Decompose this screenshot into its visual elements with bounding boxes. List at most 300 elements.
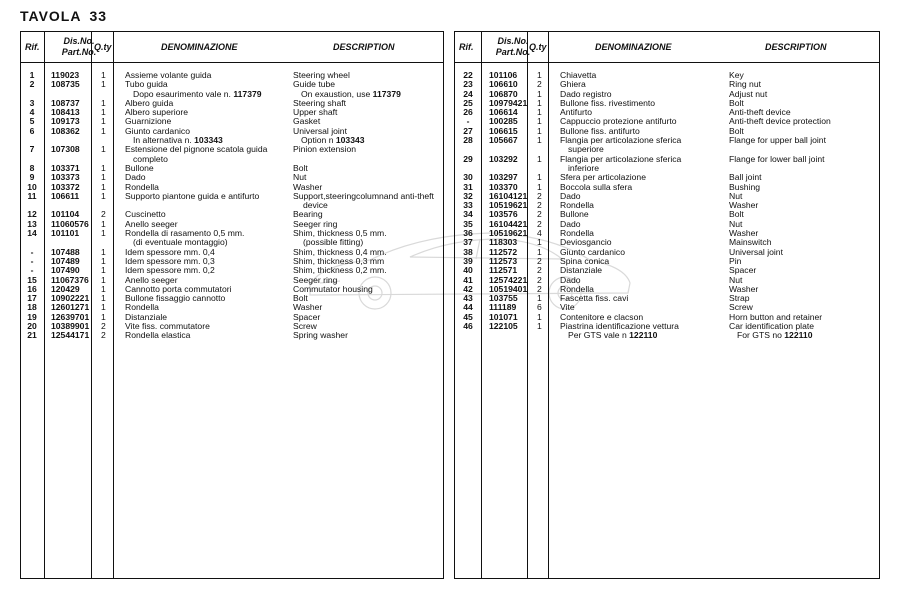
row-part-no: 112571 <box>489 265 518 276</box>
row-denominazione: (di eventuale montaggio) <box>133 237 228 248</box>
row-qty: 1 <box>101 172 106 183</box>
row-part-no: 10902221 <box>51 293 90 304</box>
row-part-no: 107490 <box>51 265 80 276</box>
row-rif: 15 <box>27 274 37 285</box>
row-rif: 13 <box>27 218 37 229</box>
row-qty: 1 <box>537 172 542 183</box>
row-denominazione: Flangia per articolazione sferica <box>560 153 682 164</box>
header-denominazione: DENOMINAZIONE <box>595 42 672 52</box>
row-description: Screw <box>729 302 753 313</box>
row-denominazione: Antifurto <box>560 107 593 118</box>
row-rif: 32 <box>463 190 473 201</box>
row-part-no: 106610 <box>489 79 518 90</box>
row-qty: 1 <box>101 283 106 294</box>
row-rif: 18 <box>27 302 37 313</box>
row-part-no: 16104121 <box>489 190 528 201</box>
table-row <box>21 155 443 164</box>
table-row <box>455 285 879 294</box>
row-rif: 43 <box>463 293 473 304</box>
row-description: Bolt <box>729 209 744 220</box>
row-denominazione: Cappuccio protezione antifurto <box>560 116 677 127</box>
row-description: Car identification plate <box>729 321 815 332</box>
row-denominazione: Contenitore e clacson <box>560 311 644 322</box>
row-denominazione: Bullone <box>560 209 589 220</box>
row-qty: 2 <box>537 255 542 266</box>
row-denominazione: Per GTS vale n 122110 <box>568 330 658 341</box>
row-denominazione: Rondella elastica <box>125 330 191 341</box>
row-part-no: 101104 <box>51 209 80 220</box>
row-rif: 1 <box>29 70 35 80</box>
row-qty: 1 <box>101 255 106 266</box>
table-header <box>21 32 443 63</box>
row-rif: 24 <box>463 88 473 99</box>
left-parts-table <box>20 31 444 579</box>
row-description-part-ref: 122110 <box>784 330 813 341</box>
row-description: Washer <box>293 181 323 192</box>
row-denominazione: Estensione del pignone scatola guida <box>125 144 268 155</box>
row-rif: 37 <box>463 237 473 248</box>
row-denominazione: Cuscinetto <box>125 209 166 220</box>
table-row <box>21 276 443 285</box>
table-row <box>21 127 443 136</box>
row-description: On exaustion, use 117379 <box>301 88 401 99</box>
row-part-no: 10389901 <box>51 321 90 332</box>
row-description: Bolt <box>729 97 744 108</box>
header-part-no: Part.No. <box>61 47 97 57</box>
row-description: Bearing <box>293 209 323 220</box>
row-description: Pinion extension <box>293 144 357 155</box>
row-part-no: 112572 <box>489 246 518 257</box>
table-row <box>21 90 443 99</box>
row-description: Screw <box>293 321 317 332</box>
row-qty: 1 <box>537 153 542 164</box>
row-rif: 16 <box>27 283 37 294</box>
row-part-no: 11060576 <box>51 218 89 229</box>
row-part-no: 112573 <box>489 255 518 266</box>
row-rif: 38 <box>463 246 473 257</box>
row-part-no: 107308 <box>51 144 80 155</box>
row-rif: 42 <box>463 283 473 294</box>
row-part-no: 101101 <box>51 228 80 239</box>
row-qty: 2 <box>537 79 542 90</box>
table-row <box>21 201 443 210</box>
row-denominazione: Assieme volante guida <box>125 70 212 80</box>
row-qty: 2 <box>537 283 542 294</box>
row-denominazione: Anello seeger <box>125 218 178 229</box>
row-part-no: 108362 <box>51 125 80 136</box>
row-denominazione: Dopo esaurimento vale n. 117379 <box>133 88 262 99</box>
row-description: Spring washer <box>293 330 348 341</box>
row-description: Universal joint <box>729 246 783 257</box>
row-rif: 41 <box>463 274 473 285</box>
row-part-no: 109173 <box>51 116 80 127</box>
row-qty: 1 <box>537 97 542 108</box>
row-denominazione: Bullone fissaggio cannotto <box>125 293 226 304</box>
row-denominazione: completo <box>133 153 168 164</box>
table-row <box>455 248 879 257</box>
row-rif: 39 <box>463 255 473 266</box>
row-part-no: 103576 <box>489 209 518 220</box>
table-row <box>455 164 879 173</box>
row-description: Washer <box>293 302 323 313</box>
row-rif: 10 <box>27 181 37 192</box>
row-qty: 1 <box>537 88 542 99</box>
row-part-no: 108737 <box>51 97 80 108</box>
row-denominazione: Rondella di rasamento 0,5 mm. <box>125 228 245 239</box>
row-part-no: 101106 <box>489 70 518 80</box>
row-denominazione: Bullone fiss. rivestimento <box>560 97 656 108</box>
page-label: TAVOLA <box>20 8 82 24</box>
row-rif: 33 <box>463 200 473 211</box>
row-rif: 6 <box>29 125 35 136</box>
table-row <box>455 322 879 331</box>
row-description: Steering shaft <box>293 97 347 108</box>
table-row <box>21 71 443 80</box>
row-description: Bolt <box>293 293 308 304</box>
row-part-no: 103292 <box>489 153 518 164</box>
row-description: Gasket <box>293 116 321 127</box>
table-header <box>455 32 879 63</box>
row-denominazione: Bullone <box>125 162 154 173</box>
row-rif: 9 <box>29 172 35 183</box>
row-description: Seeger ring <box>293 274 338 285</box>
row-qty: 1 <box>537 125 542 136</box>
row-rif: 25 <box>463 97 473 108</box>
row-qty: 1 <box>101 246 106 257</box>
table-row <box>455 71 879 80</box>
row-rif: 8 <box>29 162 35 173</box>
row-part-no: 10519401 <box>489 283 528 294</box>
row-denominazione: Dado <box>560 218 581 229</box>
page-number: 33 <box>89 8 108 24</box>
row-description: Horn button and retainer <box>729 311 823 322</box>
table-row <box>455 99 879 108</box>
row-rif: - <box>30 255 34 266</box>
row-qty: 2 <box>537 190 542 201</box>
row-rif: 20 <box>27 321 37 332</box>
row-qty: 1 <box>537 321 542 332</box>
right-rows <box>455 71 879 341</box>
row-part-no: 12574221 <box>489 274 528 285</box>
row-denominazione: Guarnizione <box>125 116 172 127</box>
header-dis-no: Dis.No. <box>63 36 95 46</box>
row-qty: 1 <box>537 246 542 257</box>
row-denominazione: Albero guida <box>125 97 174 108</box>
table-row <box>455 117 879 126</box>
header-dis-no: Dis.No. <box>497 36 529 46</box>
row-description: Flange for lower ball joint <box>729 153 825 164</box>
row-description: device <box>303 200 328 211</box>
row-denominazione: Fascetta fiss. cavi <box>560 293 629 304</box>
table-row <box>21 99 443 108</box>
row-qty: 1 <box>537 293 542 304</box>
row-denominazione: inferiore <box>568 162 600 173</box>
row-denominazione: Tubo guida <box>125 79 168 90</box>
row-denominazione: Ghiera <box>560 79 586 90</box>
row-denominazione: Dado <box>125 172 146 183</box>
row-qty: 2 <box>537 200 542 211</box>
row-rif: 14 <box>27 228 37 239</box>
table-row <box>21 173 443 182</box>
row-part-no: 103297 <box>489 172 518 183</box>
row-description: Washer <box>729 228 759 239</box>
row-denominazione: Rondella <box>560 228 594 239</box>
row-description: Support,steeringcolumnand anti-theft <box>293 190 434 201</box>
row-denominazione: Vite <box>560 302 575 313</box>
header-qty: Q.ty <box>94 42 112 52</box>
row-description: Bushing <box>729 181 761 192</box>
row-qty: 1 <box>101 274 106 285</box>
header-rif: Rif. <box>25 42 40 52</box>
row-description: Pin <box>729 255 742 266</box>
row-denominazione: Rondella <box>125 302 159 313</box>
row-part-no: 10979421 <box>489 97 528 108</box>
row-part-no: 12544171 <box>51 330 90 341</box>
row-qty: 1 <box>537 311 542 322</box>
row-qty: 2 <box>101 330 106 341</box>
row-part-no: 118303 <box>489 237 518 248</box>
row-denominazione: Albero superiore <box>125 107 189 118</box>
row-description: Spacer <box>293 311 321 322</box>
table-row <box>21 108 443 117</box>
row-qty: 1 <box>101 311 106 322</box>
row-rif: 11 <box>27 190 37 201</box>
row-description: Shim, thickness 0,2 mm. <box>293 265 387 276</box>
row-part-no: 12601271 <box>51 302 90 313</box>
row-description: For GTS no 122110 <box>737 330 813 341</box>
row-denominazione: Distanziale <box>560 265 603 276</box>
page-title <box>20 8 107 24</box>
row-denominazione: In alternativa n. 103343 <box>133 135 223 146</box>
row-part-no: 106614 <box>489 107 518 118</box>
table-row <box>455 155 879 164</box>
row-denominazione: Flangia per articolazione sferica <box>560 135 682 146</box>
row-description: Washer <box>729 283 759 294</box>
row-description: (possible fitting) <box>303 237 364 248</box>
row-description-part-ref: 117379 <box>372 88 401 99</box>
row-part-no: 103372 <box>51 181 80 192</box>
row-qty: 1 <box>537 237 542 248</box>
row-denominazione: Anello seeger <box>125 274 178 285</box>
row-part-no: 16104421 <box>489 218 528 229</box>
row-denominazione-part-ref: 103343 <box>194 135 223 146</box>
row-denominazione: Boccola sulla sfera <box>560 181 633 192</box>
row-rif: 44 <box>463 302 473 313</box>
header-description: DESCRIPTION <box>333 42 395 52</box>
row-part-no: 105667 <box>489 135 518 146</box>
table-row <box>21 331 443 340</box>
row-part-no: 107488 <box>51 246 80 257</box>
row-rif: 34 <box>463 209 473 220</box>
row-description: Shim, thickness 0,5 mm. <box>293 228 387 239</box>
row-part-no: 100285 <box>489 116 518 127</box>
row-qty: 1 <box>537 116 542 127</box>
row-part-no: 111189 <box>489 302 517 313</box>
row-qty: 2 <box>101 209 106 220</box>
row-description: Nut <box>729 190 743 201</box>
row-denominazione: Cannotto porta commutatori <box>125 283 232 294</box>
row-rif: 46 <box>463 321 473 332</box>
row-qty: 6 <box>537 302 542 313</box>
row-qty: 1 <box>101 218 106 229</box>
row-qty: 1 <box>101 265 106 276</box>
row-rif: 40 <box>463 265 473 276</box>
table-row <box>21 164 443 173</box>
row-part-no: 103370 <box>489 181 518 192</box>
row-rif: 19 <box>27 311 37 322</box>
table-row <box>455 257 879 266</box>
row-denominazione: Dado <box>560 190 581 201</box>
table-row <box>455 173 879 182</box>
row-rif: - <box>466 116 470 127</box>
row-description: Shim, thickness 0,4 mm. <box>293 246 387 257</box>
row-denominazione: Giunto cardanico <box>125 125 190 136</box>
row-qty: 1 <box>101 125 106 136</box>
row-part-no: 11067376 <box>51 274 89 285</box>
row-denominazione: Dado registro <box>560 88 612 99</box>
row-qty: 1 <box>101 302 106 313</box>
row-part-no: 106870 <box>489 88 518 99</box>
row-rif: 5 <box>29 116 35 127</box>
row-denominazione: Idem spessore mm. 0,4 <box>125 246 215 257</box>
row-part-no: 103373 <box>51 172 80 183</box>
row-part-no: 108413 <box>51 107 80 118</box>
row-denominazione: Giunto cardanico <box>560 246 625 257</box>
row-part-no: 101071 <box>489 311 518 322</box>
row-part-no: 106611 <box>51 190 80 201</box>
row-rif: 29 <box>463 153 473 164</box>
header-part-no: Part.No. <box>495 47 531 57</box>
row-part-no: 107489 <box>51 255 80 266</box>
left-rows <box>21 71 443 341</box>
row-qty: 1 <box>101 162 106 173</box>
row-qty: 1 <box>537 107 542 118</box>
row-description: Washer <box>729 200 759 211</box>
row-description: Commutator housing <box>293 283 373 294</box>
table-row <box>455 294 879 303</box>
row-denominazione: Dado <box>560 274 581 285</box>
row-description: Flange for upper ball joint <box>729 135 826 146</box>
row-description: Seeger ring <box>293 218 338 229</box>
table-row <box>455 201 879 210</box>
row-rif: 17 <box>27 293 37 304</box>
row-description: Nut <box>729 274 743 285</box>
row-denominazione: Supporto piantone guida e antifurto <box>125 190 260 201</box>
row-description: Upper shaft <box>293 107 338 118</box>
row-denominazione: Spina conica <box>560 255 610 266</box>
row-qty: 1 <box>101 116 106 127</box>
row-qty: 1 <box>101 190 106 201</box>
row-qty: 1 <box>101 181 106 192</box>
header-rif: Rif. <box>459 42 474 52</box>
table-row <box>21 192 443 201</box>
row-denominazione-part-ref: 117379 <box>233 88 262 99</box>
row-rif: 3 <box>29 97 35 108</box>
row-part-no: 120429 <box>51 283 80 294</box>
table-row <box>455 136 879 145</box>
row-part-no: 10519621 <box>489 200 528 211</box>
header-denominazione: DENOMINAZIONE <box>161 42 238 52</box>
header-description: DESCRIPTION <box>765 42 827 52</box>
row-description: Universal joint <box>293 125 347 136</box>
row-denominazione: Bullone fiss. antifurto <box>560 125 640 136</box>
table-row <box>455 238 879 247</box>
table-row <box>21 145 443 154</box>
row-part-no: 106615 <box>489 125 518 136</box>
row-part-no: 103371 <box>51 162 80 173</box>
row-rif: 21 <box>27 330 37 341</box>
row-qty: 1 <box>101 107 106 118</box>
row-description: Steering wheel <box>293 70 350 80</box>
row-part-no: 10519621 <box>489 228 528 239</box>
row-description: Nut <box>293 172 307 183</box>
row-description: Nut <box>729 218 743 229</box>
row-denominazione: Distanziale <box>125 311 168 322</box>
row-rif: 4 <box>29 107 35 118</box>
row-qty: 2 <box>537 274 542 285</box>
row-denominazione: Deviosgancio <box>560 237 612 248</box>
row-qty: 1 <box>101 228 106 239</box>
row-description: Anti-theft device protection <box>729 116 831 127</box>
right-parts-table <box>454 31 880 579</box>
row-description: Strap <box>729 293 750 304</box>
row-denominazione: Idem spessore mm. 0,2 <box>125 265 215 276</box>
row-denominazione: Idem spessore mm. 0,3 <box>125 255 215 266</box>
row-part-no: 119023 <box>51 70 80 80</box>
row-rif: 27 <box>463 125 473 136</box>
row-qty: 2 <box>537 209 542 220</box>
row-description: Bolt <box>729 125 744 136</box>
row-description: Ring nut <box>729 79 762 90</box>
row-rif: 26 <box>463 107 473 118</box>
header-qty: Q.ty <box>529 42 547 52</box>
row-rif: 31 <box>463 181 473 192</box>
row-qty: 2 <box>537 218 542 229</box>
row-rif: - <box>30 246 34 257</box>
table-row <box>455 331 879 340</box>
row-rif: 36 <box>463 228 473 239</box>
row-part-no: 103755 <box>489 293 518 304</box>
row-rif: 30 <box>463 172 473 183</box>
row-description-part-ref: 103343 <box>335 135 365 146</box>
row-qty: 1 <box>537 135 542 146</box>
row-description: Key <box>729 70 744 80</box>
row-qty: 1 <box>537 70 542 80</box>
row-denominazione: superiore <box>568 144 604 155</box>
row-description: Option n 103343 <box>301 135 365 146</box>
row-qty: 4 <box>537 228 542 239</box>
row-description: Bolt <box>293 162 308 173</box>
row-rif: 28 <box>463 135 473 146</box>
table-row <box>21 229 443 238</box>
table-row <box>455 229 879 238</box>
row-rif: 7 <box>29 144 35 155</box>
row-description: Guide tube <box>293 79 336 90</box>
row-rif: - <box>30 265 34 276</box>
row-denominazione: Rondella <box>560 200 594 211</box>
row-description: Shim, thickness 0,3 mm <box>293 255 385 266</box>
row-part-no: 12639701 <box>51 311 90 322</box>
row-description: Mainswitch <box>729 237 772 248</box>
row-qty: 1 <box>101 293 106 304</box>
row-rif: 12 <box>27 209 37 220</box>
row-denominazione: Rondella <box>560 283 594 294</box>
row-denominazione: Rondella <box>125 181 159 192</box>
row-qty: 2 <box>537 265 542 276</box>
row-rif: 23 <box>463 79 473 90</box>
row-denominazione: Piastrina identificazione vettura <box>560 321 679 332</box>
row-qty: 1 <box>101 79 106 90</box>
